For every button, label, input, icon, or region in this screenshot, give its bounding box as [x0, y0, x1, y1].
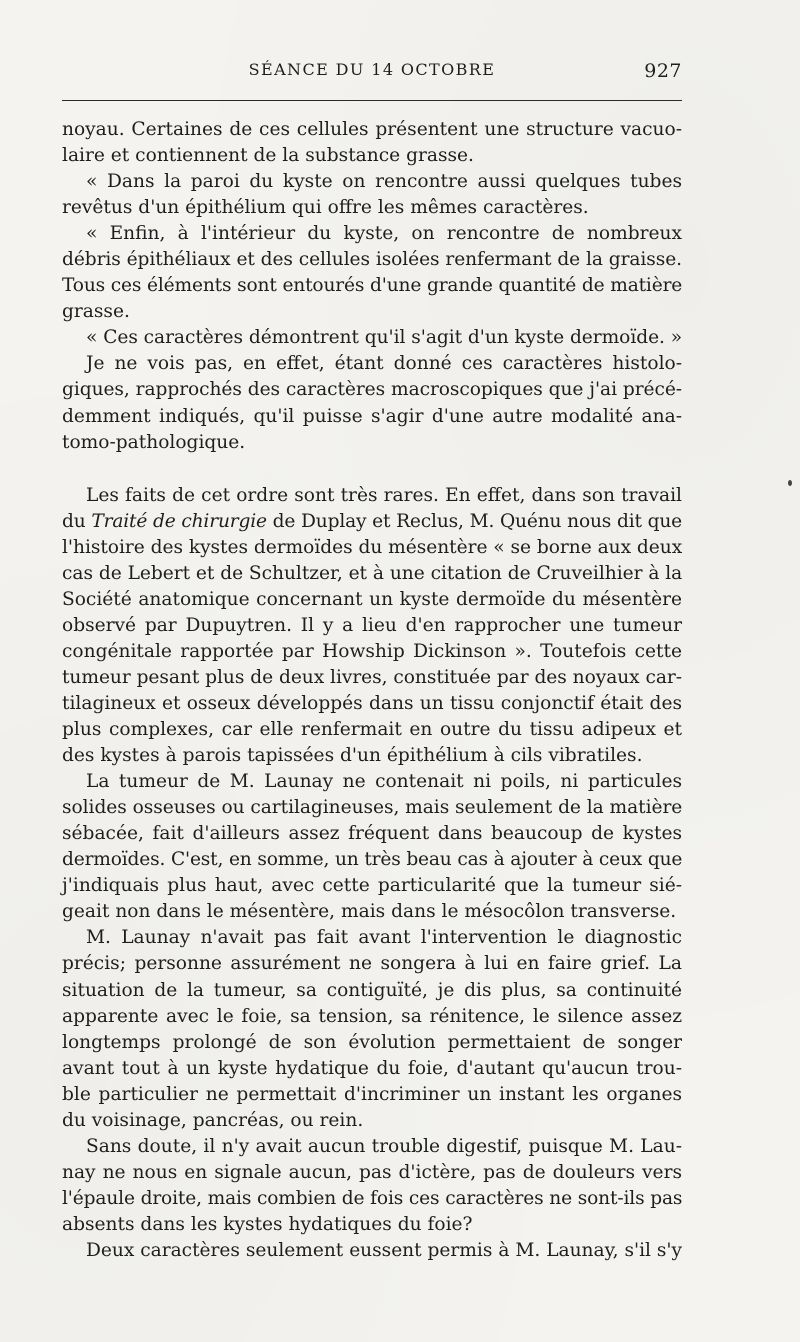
- text-line: longtemps prolongé de son évolution permettaient de songer: [62, 1031, 682, 1053]
- running-title: SÉANCE DU 14 OCTOBRE: [248, 60, 496, 79]
- text-line: Les faits de cet ordre sont très rares. En effet, dans son travail: [86, 484, 682, 506]
- text-line: des kystes à parois tapissées d'un épithélium à cils vibratiles.: [62, 745, 643, 767]
- text-line: giques, rapprochés des caractères macroscopiques que j'ai précé-: [62, 379, 682, 401]
- text-line: Société anatomique concernant un kyste dermoïde du mésentère: [62, 588, 682, 610]
- text-line: tumeur pesant plus de deux livres, constituée par des noyaux car-: [62, 666, 682, 688]
- text-line: précis; personne assurément ne songera à lui en faire grief. La: [62, 953, 682, 975]
- paragraph: [62, 169, 682, 221]
- text-line: observé par Dupuytren. Il y a lieu d'en rapprocher une tumeur: [62, 614, 682, 636]
- text-line: geait non dans le mésentère, mais dans le mésocôlon transverse.: [62, 901, 677, 923]
- text-line: tomo-pathologique.: [62, 431, 246, 453]
- text-line: laire et contiennent de la substance grasse.: [62, 145, 474, 167]
- text-line: Deux caractères seulement eussent permis à M. Launay, s'il s'y: [86, 1239, 682, 1261]
- paper-speck: [788, 480, 792, 486]
- text-line: Sans doute, il n'y avait aucun trouble digestif, puisque M. Lau-: [86, 1135, 682, 1157]
- text-fragment: de Duplay et Reclus, M. Quénu nous dit que: [266, 510, 682, 532]
- text-line: Tous ces éléments sont entourés d'une grande quantité de matière: [62, 275, 683, 297]
- text-line: dermoïdes. C'est, en somme, un très beau cas à ajouter à ceux que: [62, 849, 683, 871]
- text-line: solides osseuses ou cartilagineuses, mais seulement de la matière: [62, 797, 683, 819]
- paragraph: [62, 351, 682, 455]
- text-line: ble particulier ne permettait d'incriminer un instant les organes: [62, 1083, 682, 1105]
- text-line: sébacée, fait d'ailleurs assez fréquent dans beaucoup de kystes: [62, 823, 682, 845]
- text-line: « Enfin, à l'intérieur du kyste, on rencontre de nombreux: [86, 223, 682, 245]
- paragraph: [62, 925, 682, 1133]
- text-line: du voisinage, pancréas, ou rein.: [62, 1109, 364, 1131]
- text-line: tilagineux et osseux développés dans un tissu conjonctif était des: [62, 692, 682, 714]
- text-line-with-italic: [62, 509, 682, 535]
- header-rule: [62, 100, 682, 101]
- text-line: cas de Lebert et de Schultzer, et à une citation de Cruveilhier à la: [62, 562, 683, 584]
- text-fragment: du: [62, 510, 92, 532]
- text-line: l'épaule droite, mais combien de fois ces caractères ne sont-ils pas: [62, 1187, 683, 1209]
- text-line: M. Launay n'avait pas fait avant l'intervention le diagnostic: [86, 927, 682, 949]
- paragraph: [62, 221, 682, 325]
- text-line: demment indiqués, qu'il puisse s'agir d'une autre modalité ana-: [62, 405, 682, 427]
- text-line: La tumeur de M. Launay ne contenait ni poils, ni particules: [86, 771, 682, 793]
- page-number: 927: [644, 60, 682, 82]
- text-line: absents dans les kystes hydatiques du foie?: [62, 1213, 473, 1235]
- text-line: « Ces caractères démontrent qu'il s'agit d'un kyste dermoïde. »: [86, 327, 683, 349]
- text-line: nay ne nous en signale aucun, pas d'ictère, pas de douleurs vers: [62, 1161, 682, 1183]
- text-line: apparente avec le foie, sa tension, sa rénitence, le silence assez: [62, 1005, 682, 1027]
- text-line: congénitale rapportée par Howship Dickinson ». Toutefois cette: [62, 640, 682, 662]
- running-head: [62, 60, 682, 88]
- paragraph: [62, 769, 682, 925]
- text-line: situation de la tumeur, sa contiguïté, je dis plus, sa continuité: [62, 979, 682, 1001]
- paragraph: [62, 1134, 682, 1238]
- text-line: l'histoire des kystes dermoïdes du mésentère « se borne aux deux: [62, 536, 683, 558]
- book-title: Traité de chirurgie: [91, 510, 267, 532]
- body-text: [62, 117, 682, 1264]
- text-line: « Dans la paroi du kyste on rencontre aussi quelques tubes: [86, 171, 682, 193]
- text-line: Je ne vois pas, en effet, étant donné ces caractères histolo-: [86, 353, 682, 375]
- text-line: plus complexes, car elle renfermait en outre du tissu adipeux et: [62, 719, 682, 741]
- paragraph: [62, 483, 682, 770]
- text-line: revêtus d'un épithélium qui offre les mêmes caractères.: [62, 197, 589, 219]
- text-line: noyau. Certaines de ces cellules présentent une structure vacuo-: [62, 119, 682, 140]
- text-line: débris épithéliaux et des cellules isolées renfermant de la graisse.: [62, 249, 682, 271]
- text-line: avant tout à un kyste hydatique du foie, d'autant qu'aucun trou-: [62, 1057, 682, 1079]
- paragraph: [62, 1238, 682, 1264]
- paragraph: [62, 117, 682, 169]
- text-line: j'indiquais plus haut, avec cette particularité que la tumeur sié-: [62, 875, 682, 897]
- text-line: grasse.: [62, 301, 130, 323]
- paragraph: [62, 325, 682, 351]
